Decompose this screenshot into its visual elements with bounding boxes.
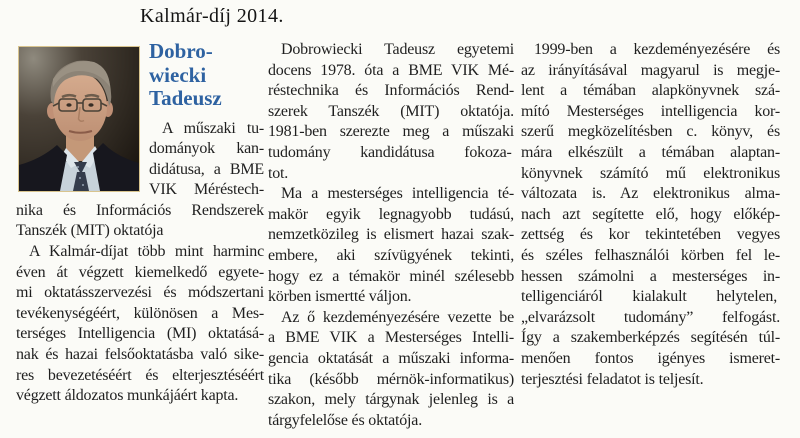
tie-dot bbox=[77, 166, 79, 168]
text-line bbox=[268, 40, 514, 61]
text-line-content: körben ismertté váljon. bbox=[268, 288, 412, 306]
text-line-content: hogy ez a témakör minél szélesebb bbox=[268, 267, 514, 285]
text-line bbox=[268, 370, 514, 391]
paragraph bbox=[268, 40, 514, 184]
text-line bbox=[521, 370, 780, 391]
text-line-content: dományok kan- bbox=[149, 140, 264, 158]
text-line-content: éven át végzett kiemelkedő egyete- bbox=[16, 263, 264, 281]
text-line bbox=[268, 349, 514, 370]
text-line-content: nak és hazai felsőoktatásba való sike- bbox=[16, 346, 264, 364]
text-line-content: tika (később mérnök-informatikus) bbox=[268, 370, 514, 388]
text-line bbox=[521, 267, 780, 288]
text-line bbox=[16, 345, 264, 366]
text-line-content: Az ő kezdeményezésére vezette be bbox=[281, 308, 514, 326]
text-line bbox=[268, 122, 514, 143]
text-line-content: mára elkészült a témában alaptan- bbox=[521, 143, 780, 161]
text-line bbox=[16, 201, 264, 222]
left-eye bbox=[66, 103, 71, 107]
person-name-heading bbox=[149, 40, 264, 111]
paragraph bbox=[16, 242, 264, 407]
text-line-content: Ma a mesterséges intelligencia té- bbox=[281, 185, 514, 203]
portrait-photo bbox=[18, 46, 140, 192]
column-right bbox=[521, 36, 780, 390]
page-title: Kalmár-díj 2014. bbox=[140, 5, 284, 27]
paragraph bbox=[521, 40, 780, 390]
text-line-content: az irányításával magyarul is megje- bbox=[521, 61, 780, 79]
paragraph bbox=[149, 119, 264, 201]
text-line-content: mító Mesterséges intelligencia kor- bbox=[521, 102, 780, 120]
text-line-content: makör egyik legnagyobb tudású, bbox=[268, 205, 514, 223]
text-line bbox=[268, 390, 514, 411]
text-line bbox=[268, 328, 514, 349]
text-line bbox=[16, 366, 264, 387]
text-line-content: 1999-ben a kezdeményezésére és bbox=[534, 41, 780, 58]
text-line-content: lent a témában alapkönyvnek szá- bbox=[521, 82, 780, 100]
text-line-content: nach azt segítette elő, hogy előkép- bbox=[521, 205, 780, 223]
text-line-content: tárgyfelelőse és oktatója. bbox=[268, 411, 423, 429]
text-line-content: „elvarázsolt tudomány” felfogást. bbox=[521, 308, 780, 326]
text-line bbox=[521, 184, 780, 205]
portrait-photo-drawing bbox=[19, 47, 139, 191]
text-line-content: a BME VIK a Mesterséges Intelli- bbox=[268, 329, 514, 347]
text-line bbox=[521, 246, 780, 267]
text-line-content: hessen számolni a mesterséges in- bbox=[521, 267, 780, 285]
column-middle bbox=[268, 36, 514, 431]
text-line-content: könyvnek számító mű elektronikus bbox=[521, 164, 780, 182]
text-line bbox=[268, 205, 514, 226]
text-line-content: szerű megközelítésben c. könyv, és bbox=[521, 123, 780, 141]
text-line bbox=[268, 267, 514, 288]
text-line bbox=[149, 160, 264, 181]
text-line bbox=[521, 287, 780, 308]
text-line-content: végzett áldozatos munkájáért kapta. bbox=[16, 387, 239, 405]
text-line bbox=[268, 102, 514, 123]
paragraph bbox=[16, 201, 264, 242]
text-line-content: mi oktatásszervezési és módszertani bbox=[16, 284, 264, 302]
text-line-content: Tanszék (MIT) oktatója bbox=[16, 222, 164, 240]
text-line-content: gencia oktatását a műszaki informa- bbox=[268, 349, 514, 367]
text-line-content: Így a szakemberképzés segítésén túl- bbox=[521, 329, 780, 347]
text-line-content: szakon, mely tárgynak jelenleg is a bbox=[268, 391, 514, 409]
text-line bbox=[521, 205, 780, 226]
text-line bbox=[149, 180, 264, 201]
text-line-content: tudomány kandidátusa fokoza- bbox=[268, 143, 512, 161]
text-line bbox=[268, 61, 514, 82]
text-line-content: Dobrowiecki Tadeusz egyetemi bbox=[281, 41, 514, 58]
text-line-content: zettség és kor tekintetében vegyes bbox=[521, 226, 780, 244]
text-line-content: terjesztési feladatot is teljesít. bbox=[521, 370, 704, 388]
text-line bbox=[521, 81, 780, 102]
text-line bbox=[521, 122, 780, 143]
text-line-content: VIK Méréstech- bbox=[149, 181, 264, 199]
text-line bbox=[521, 225, 780, 246]
paragraph bbox=[268, 184, 514, 308]
text-line bbox=[521, 349, 780, 370]
text-line-content: terséges Intelligencia (MI) oktatásá- bbox=[16, 325, 264, 343]
text-line bbox=[16, 304, 264, 325]
paragraph bbox=[268, 308, 514, 432]
text-line-content: 1981-ben szerezte meg a műszaki bbox=[268, 123, 514, 141]
text-line bbox=[16, 283, 264, 304]
text-line bbox=[268, 225, 514, 246]
person-name-line-2: wiecki bbox=[149, 62, 207, 87]
text-line-content: telligenciáról kialakult helytelen, bbox=[521, 288, 778, 306]
text-line-content: változata is. Az elektronikus alma- bbox=[521, 185, 780, 203]
text-line bbox=[268, 287, 514, 308]
text-line bbox=[16, 242, 264, 263]
tie-dot bbox=[82, 184, 84, 186]
text-line bbox=[268, 184, 514, 205]
text-line-content: nika és Információs Rendszerek bbox=[16, 201, 264, 219]
text-line bbox=[16, 324, 264, 345]
text-line-content: tot. bbox=[268, 164, 289, 182]
text-line bbox=[268, 143, 514, 164]
text-line bbox=[268, 246, 514, 267]
text-line bbox=[521, 61, 780, 82]
text-line-content: A műszaki tu- bbox=[162, 119, 264, 137]
person-name-line-1: Dobro- bbox=[149, 39, 213, 63]
text-line-content: réstechnika és Információs Rend- bbox=[268, 82, 514, 100]
text-line bbox=[268, 411, 514, 432]
right-eye bbox=[88, 103, 93, 107]
text-line-content: A Kalmár-díjat több mint harminc bbox=[29, 243, 264, 261]
text-line bbox=[521, 40, 780, 61]
text-line-content: és széles felhasználói körben fel le- bbox=[521, 246, 780, 264]
text-line-content: res bevezetéséért és elterjesztéséért bbox=[16, 366, 264, 384]
tie-dot bbox=[79, 177, 81, 179]
text-line-content: szerek Tanszék (MIT) oktatója. bbox=[268, 102, 514, 120]
text-line bbox=[268, 81, 514, 102]
text-line-content: docens 1978. óta a BME VIK Mé- bbox=[268, 61, 514, 79]
text-line bbox=[16, 221, 264, 242]
text-line bbox=[521, 308, 780, 329]
text-line bbox=[16, 386, 264, 407]
text-line bbox=[268, 308, 514, 329]
text-line-content: menően fontos igényes ismeret- bbox=[521, 349, 780, 367]
text-line bbox=[149, 139, 264, 160]
column-left bbox=[16, 36, 264, 407]
text-line-content: tevékenységéért, különösen a Mes- bbox=[16, 304, 264, 322]
text-line bbox=[149, 119, 264, 140]
text-line bbox=[521, 328, 780, 349]
text-line bbox=[268, 164, 514, 185]
text-line-content: didátusa, a BME bbox=[149, 160, 264, 178]
text-line bbox=[521, 143, 780, 164]
text-line-content: nemzetközileg is elismert hazai szak- bbox=[268, 226, 514, 244]
person-name-line-3: Tadeusz bbox=[149, 86, 222, 110]
text-line bbox=[16, 263, 264, 284]
text-line-content: embere, aki szívügyének tekinti, bbox=[268, 246, 514, 264]
text-line bbox=[521, 102, 780, 123]
text-line bbox=[521, 164, 780, 185]
